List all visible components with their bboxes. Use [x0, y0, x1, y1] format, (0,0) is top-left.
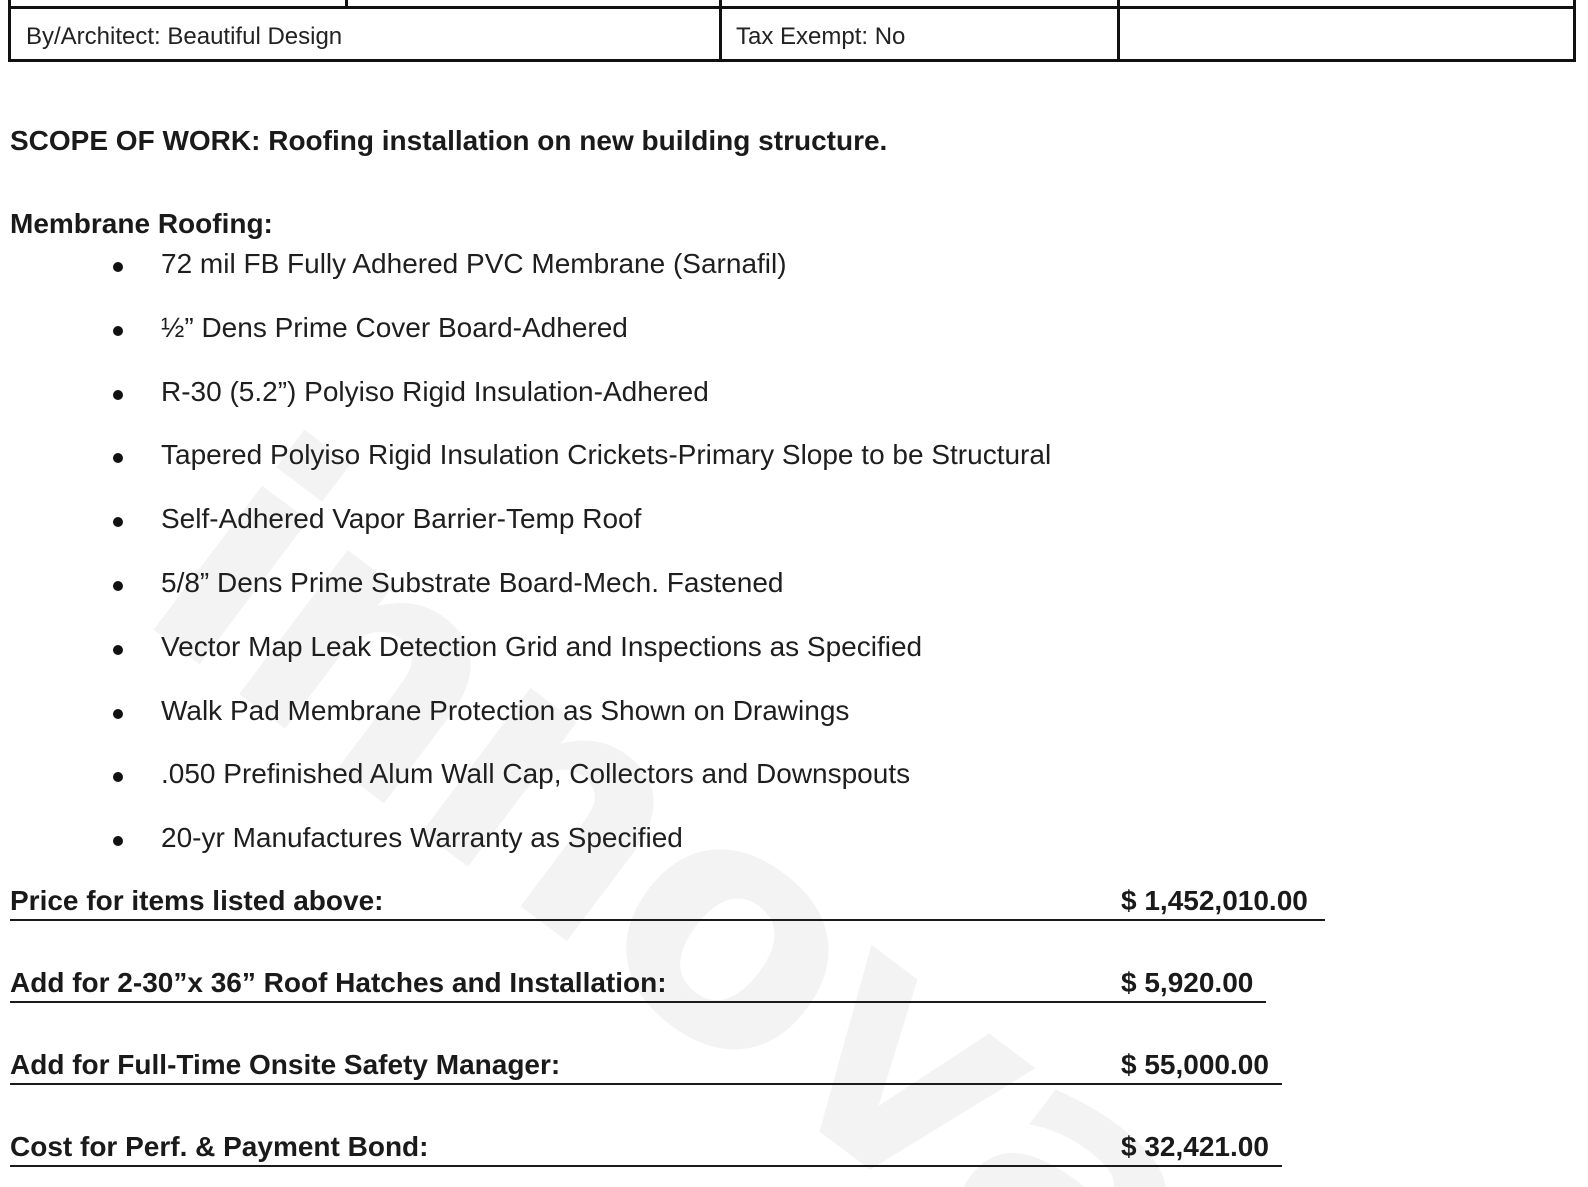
- price-underline: [10, 1083, 1282, 1085]
- price-label: Cost for Perf. & Payment Bond:: [10, 1131, 429, 1162]
- project-info-table: [8, 0, 1576, 62]
- table-row-divider: [11, 6, 1573, 9]
- bullet-icon: [113, 262, 123, 272]
- bullet-icon: [113, 390, 123, 400]
- membrane-roofing-heading: Membrane Roofing:: [10, 208, 273, 239]
- price-label: Add for 2-30”x 36” Roof Hatches and Installation:: [10, 967, 667, 998]
- table-column-divider: [1117, 0, 1120, 59]
- tax-exempt-cell: Tax Exempt: No: [736, 23, 906, 50]
- architect-cell: By/Architect: Beautiful Design: [26, 23, 343, 50]
- bullet-icon: [113, 581, 123, 591]
- table-column-divider: [345, 0, 348, 7]
- price-underline: [10, 919, 1325, 921]
- scope-of-work: SCOPE OF WORK: Roofing installation on new building structure.: [10, 125, 888, 156]
- price-underline: [10, 1001, 1266, 1003]
- bullet-icon: [113, 836, 123, 846]
- price-label: Price for items listed above:: [10, 885, 384, 916]
- price-amount: $ 5,920.00: [1121, 967, 1254, 998]
- price-amount: $ 1,452,010.00: [1121, 885, 1308, 916]
- price-amount: $ 32,421.00: [1121, 1131, 1269, 1162]
- bullet-icon: [113, 709, 123, 719]
- bullet-icon: [113, 645, 123, 655]
- bullet-icon: [113, 326, 123, 336]
- price-underline: [10, 1165, 1282, 1167]
- bullet-icon: [113, 772, 123, 782]
- bullet-icon: [113, 517, 123, 527]
- table-column-divider: [719, 0, 722, 59]
- price-amount: $ 55,000.00: [1121, 1049, 1269, 1080]
- price-label: Add for Full-Time Onsite Safety Manager:: [10, 1049, 561, 1080]
- document-page: By/Architect: Beautiful Design Tax Exempt: No SCOPE OF WORK: Roofing installation on new building structure. Membrane Roofing: 72 mil FB Fully Adhered PVC Membrane (Sarnafil) ½” Dens Prime Cover Board-Adhered R-30 (5.2”) Polyiso Rigid Insulation-Adhered Tapered Polyiso Rigid Insulation Crickets-Primary Slope to be Structural Self-Adhered Vapor Barrier-Temp Roof 5/8” Dens Prime Substrate Board-Mech. Fastened Vector Map Leak Detection Grid and Inspections as Specified Walk Pad Membrane Protection as Shown on Drawings .050 Prefinished Alum Wall Cap, Collectors and Downspouts 20-yr Manufactures Warranty as Specified Price for items listed above: $ 1,452,010.00 Add for 2-30”x 36” Roof Hatches and Installation: $ 5,920.00 Add for Full-Time Onsite Safety Manager: $ 55,000.00 Cost for Perf. & Payment Bond: $ 32,421.00: [0, 0, 1588, 1187]
- bullet-icon: [113, 453, 123, 463]
